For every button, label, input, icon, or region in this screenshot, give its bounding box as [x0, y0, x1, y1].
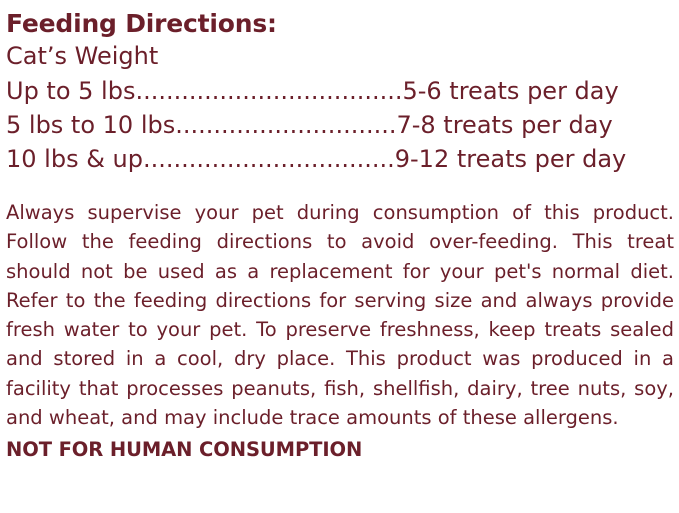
feeding-row: 5 lbs to 10 lbs.............................7-8 treats per day — [6, 111, 613, 140]
instructions-text: Always supervise your pet during consumption of this product. Follow the feeding directions to avoid over-feeding. This treat should not be used as a replacement for your pet's normal diet. Refer to the feeding directions for serving size and always provide fresh water to your pet. To preserve freshness, keep treats sealed and stored in a cool, dry place. This product was produced in a facility that processes peanuts, fish, shellfish, dairy, tree nuts, soy, and wheat, and may include trace amounts of these allergens. — [6, 201, 674, 429]
feeding-table — [6, 74, 673, 176]
instructions-block — [6, 198, 674, 432]
feeding-row: Up to 5 lbs...................................5-6 treats per day — [6, 76, 619, 105]
feeding-directions-heading: Feeding Directions: — [6, 9, 277, 38]
human-consumption-warning: NOT FOR HUMAN CONSUMPTION — [6, 438, 363, 462]
feeding-row: 10 lbs & up.................................9-12 treats per day — [6, 145, 627, 174]
cats-weight-subheading: Cat’s Weight — [6, 42, 159, 71]
